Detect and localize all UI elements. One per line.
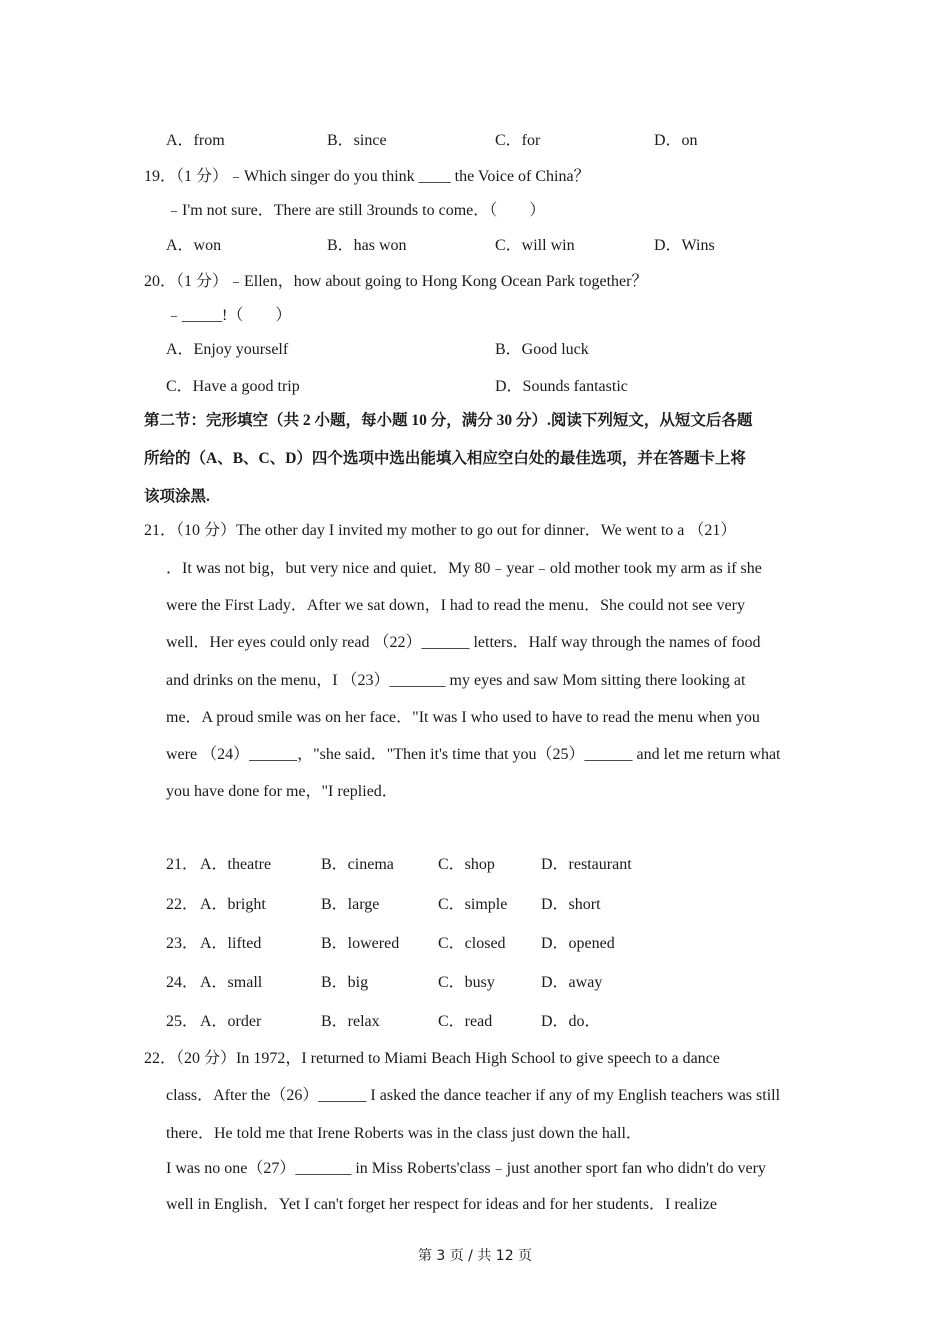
page-footer: 第 3 页 / 共 12 页: [417, 1248, 533, 1264]
choice-d: D．short: [541, 896, 601, 913]
q19-option-a: A．won: [166, 237, 222, 254]
choice-d: D．opened: [541, 935, 615, 952]
q20-line2: ﹣_____!（ ）: [166, 307, 292, 324]
choice-d: D．restaurant: [541, 856, 632, 873]
choice-b: B．relax: [321, 1013, 380, 1030]
q21-line-5: and drinks on the menu，I （23）_______ my eyes and saw Mom sitting there looking at: [166, 672, 746, 689]
choice-b: B．lowered: [321, 935, 400, 952]
choice-c: C．busy: [438, 974, 495, 991]
choice-d: D．away: [541, 974, 603, 991]
choice-a: A．theatre: [200, 856, 272, 873]
q21-line-4: well．Her eyes could only read （22）______ letters．Half way through the names of food: [166, 634, 761, 651]
choice-c: C．simple: [438, 896, 508, 913]
q21-line-8: you have done for me，"I replied．: [166, 783, 398, 800]
q19-line2: ﹣I'm not sure．There are still 3rounds to come．（ ）: [166, 202, 546, 219]
q22-line-4: I was no one（27）_______ in Miss Roberts'class﹣just another sport fan who didn't do very: [166, 1160, 766, 1177]
q20-option-b: B．Good luck: [495, 341, 589, 358]
choice-number: 24．: [166, 974, 199, 991]
q21-line-2: ．It was not big，but very nice and quiet．My 80﹣year﹣old mother took my arm as if she: [166, 560, 762, 577]
choice-number: 21．: [166, 856, 199, 873]
q22-line-3: there．He told me that Irene Roberts was in the class just down the hall．: [166, 1125, 642, 1142]
choice-a: A．lifted: [200, 935, 262, 952]
section2-line3: 该项涂黑.: [144, 488, 210, 505]
q20-option-c: C．Have a good trip: [166, 378, 300, 395]
q18-option-b: B．since: [327, 132, 387, 149]
choice-a: A．bright: [200, 896, 266, 913]
q18-option-d: D．on: [654, 132, 698, 149]
section2-line2: 所给的（A、B、C、D）四个选项中选出能填入相应空白处的最佳选项，并在答题卡上将: [144, 450, 746, 467]
choice-d: D．do．: [541, 1013, 601, 1030]
choice-number: 22．: [166, 896, 199, 913]
q20-option-a: A．Enjoy yourself: [166, 341, 289, 358]
q22-line-2: class．After the（26）______ I asked the dance teacher if any of my English teachers was still: [166, 1087, 781, 1104]
q21-line-1: 21．（10 分）The other day I invited my mother to go out for dinner．We went to a （21）: [144, 522, 737, 539]
q21-line-6: me．A proud smile was on her face．"It was I who used to have to read the menu when you: [166, 709, 760, 726]
section2-line1: 第二节：完形填空（共 2 小题，每小题 10 分，满分 30 分）.阅读下列短文，从短文后各题: [144, 412, 753, 429]
choice-number: 25．: [166, 1013, 199, 1030]
q18-option-a: A．from: [166, 132, 225, 149]
choice-c: C．shop: [438, 856, 495, 873]
q22-line-5: well in English．Yet I can't forget her respect for ideas and for her students．I realize: [166, 1196, 718, 1213]
q21-line-7: were （24）______，"she said．"Then it's time that you（25）______ and let me return what: [166, 746, 781, 763]
q19-stem: 19．（1 分）﹣Which singer do you think ____ the Voice of China？: [144, 168, 590, 185]
q19-option-c: C．will win: [495, 237, 575, 254]
choice-number: 23．: [166, 935, 199, 952]
q19-option-b: B．has won: [327, 237, 407, 254]
choice-c: C．closed: [438, 935, 506, 952]
choice-a: A．small: [200, 974, 263, 991]
q21-line-3: were the First Lady．After we sat down，I had to read the menu．She could not see very: [166, 597, 745, 614]
choice-b: B．cinema: [321, 856, 394, 873]
choice-a: A．order: [200, 1013, 262, 1030]
q18-option-c: C．for: [495, 132, 541, 149]
q19-option-d: D．Wins: [654, 237, 715, 254]
q20-option-d: D．Sounds fantastic: [495, 378, 628, 395]
choice-c: C．read: [438, 1013, 493, 1030]
q20-stem: 20．（1 分）﹣Ellen，how about going to Hong Kong Ocean Park together？: [144, 273, 648, 290]
q22-line-1: 22．（20 分）In 1972，I returned to Miami Beach High School to give speech to a dance: [144, 1050, 720, 1067]
choice-b: B．big: [321, 974, 369, 991]
choice-b: B．large: [321, 896, 380, 913]
